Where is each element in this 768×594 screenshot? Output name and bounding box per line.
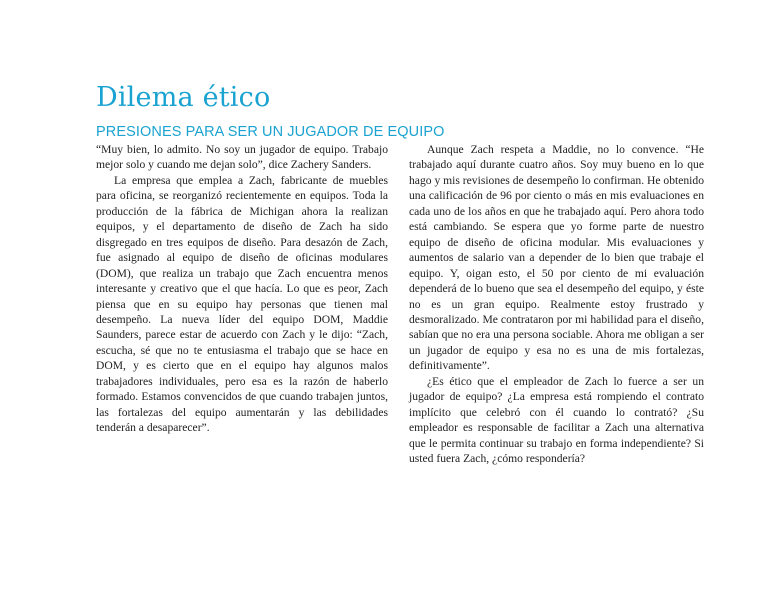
page-title: Dilema ético (96, 82, 271, 113)
body-paragraph: La empresa que emplea a Zach, fabricante de muebles para oficina, se reorganizó recientemente en equipos. Toda la producción de la fábrica de Michigan ahora la realizan equipos, y el departamento de diseño de Zach ha sido disgregado en tres equipos de diseño. Para desazón de Zach, fue asignado al equipo de diseño de oficinas modulares (DOM), que realiza un trabajo que Zach encuentra menos interesante y creativo que el que hacía. Lo que es peor, Zach piensa que en su equipo hay personas que tienen mal desempeño. La nueva líder del equipo DOM, Maddie Saunders, parece estar de acuerdo con Zach y le dijo: “Zach, escucha, sé que no te entusiasma el trabajo que se hace en DOM, y es cierto que en el equipo hay algunos malos trabajadores individuales, pero esa es la razón de haberlo formado. Estamos convencidos de que cuando trabajen juntos, las fortalezas del equipo aumentarán y las debilidades tenderán a desaparecer”. (96, 173, 388, 435)
body-paragraph: “Muy bien, lo admito. No soy un jugador de equipo. Trabajo mejor solo y cuando me dejan solo”, dice Zachery Sanders. (96, 143, 388, 172)
section-subtitle: PRESIONES PARA SER UN JUGADOR DE EQUIPO (96, 124, 445, 140)
right-text-column (409, 142, 704, 467)
discussion-questions: ¿Es ético que el empleador de Zach lo fuerce a ser un jugador de equipo? ¿La empresa está rompiendo el contrato implícito que celebró con él cuando lo contrató? ¿Su empleador es responsable de facilitar a Zach una alternativa que le permita continuar su trabajo en forma independiente? Si usted fuera Zach, ¿cómo respondería? (409, 374, 704, 466)
left-text-column (96, 142, 388, 436)
body-paragraph: Aunque Zach respeta a Maddie, no lo convence. “He trabajado aquí durante cuatro años. Soy muy bueno en lo que hago y mis revisiones de desempeño lo confirman. He obtenido una calificación de 96 por ciento o más en mis evaluaciones en cada uno de los años en que he trabajado aquí. Pero ahora todo está cambiando. Se espera que yo forme parte de nuestro equipo de diseño de oficina modular. Mis evaluaciones y aumentos de salario van a depender de lo bien que trabaje el equipo. Y, oigan esto, el 50 por ciento de mi evaluación dependerá de lo bueno que sea el desempeño del equipo, y éste no es un gran equipo. Realmente estoy frustrado y desmoralizado. Me contrataron por mi habilidad para el diseño, sabían que no era una persona sociable. Ahora me obligan a ser un jugador de equipo y esa no es una de mis fortalezas, definitivamente”. (409, 143, 704, 373)
